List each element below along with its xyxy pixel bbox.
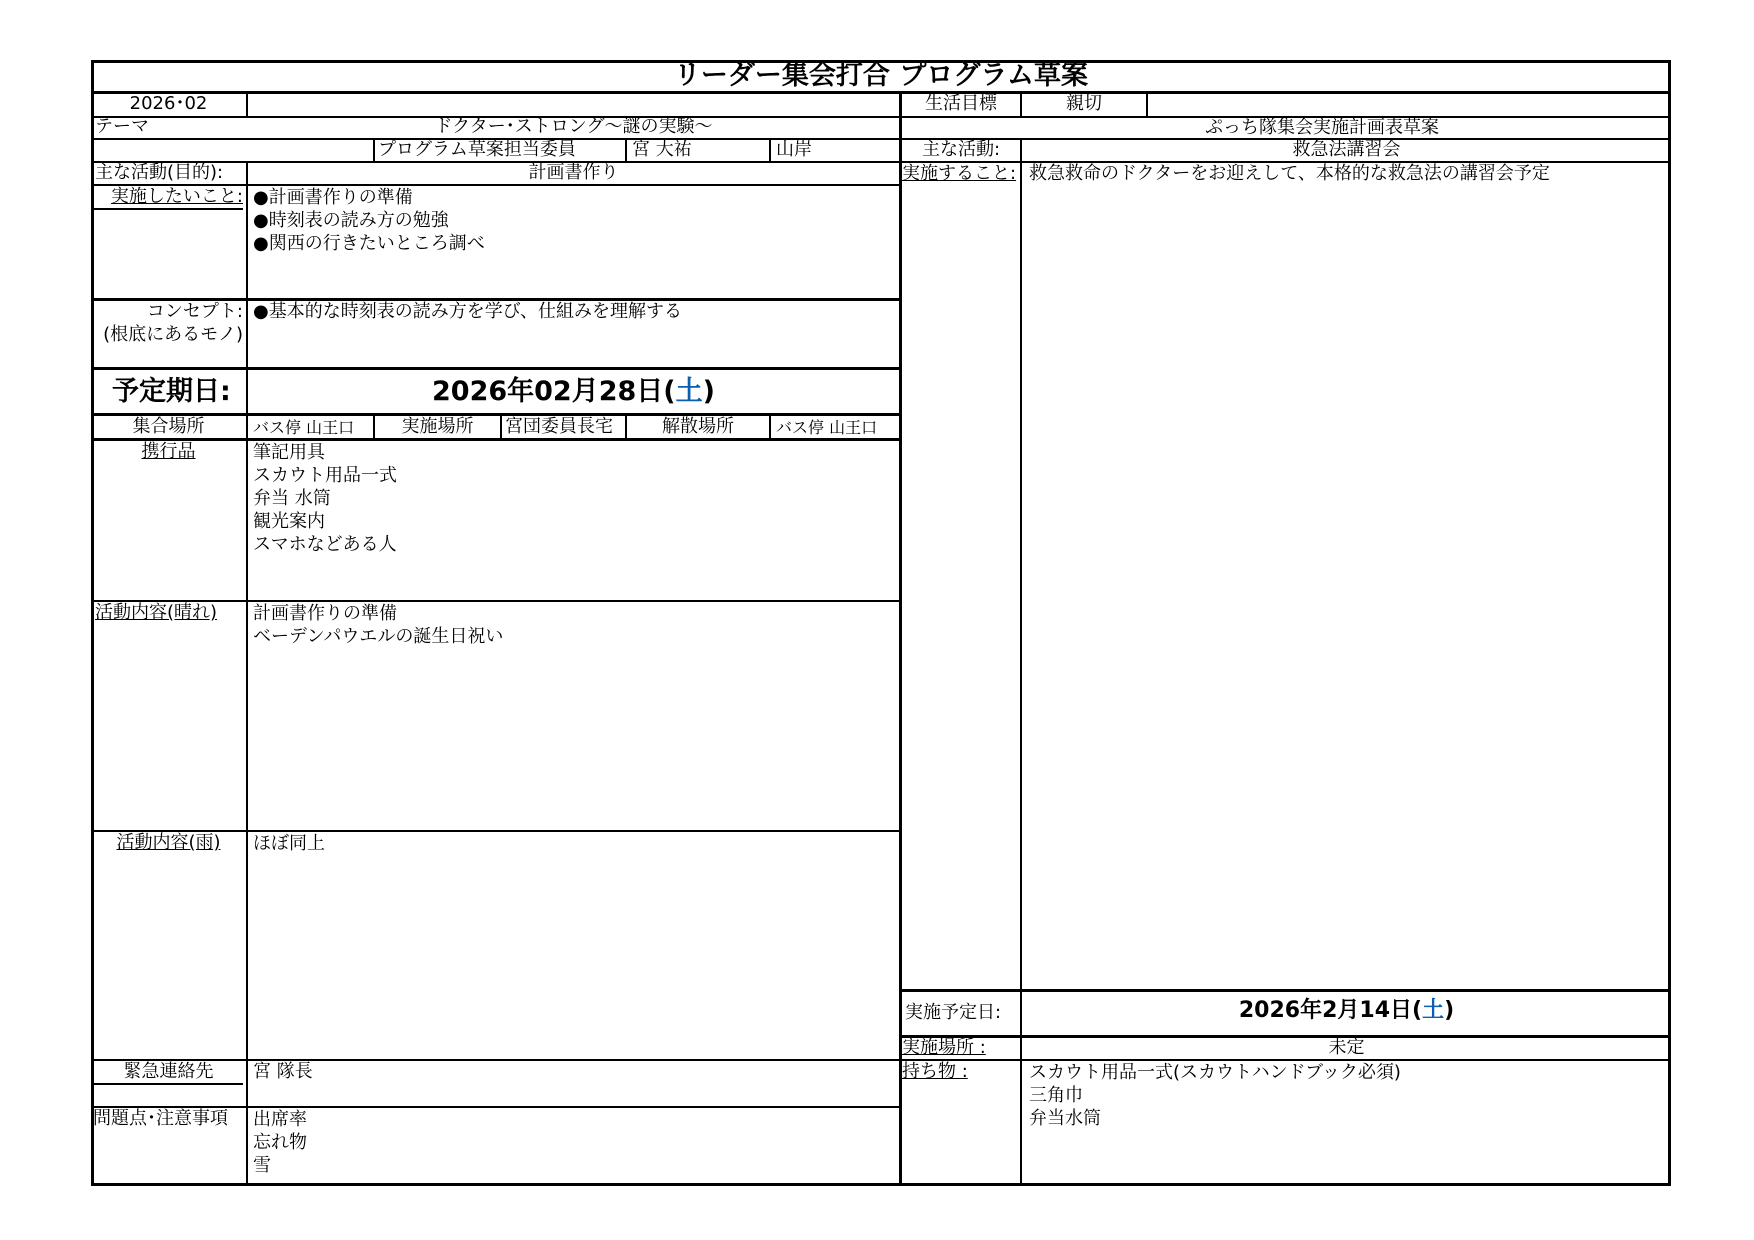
- committee-person-1: 宮 大祐: [632, 139, 692, 160]
- items-label: 携行品: [141, 441, 196, 462]
- items-list: [253, 441, 397, 556]
- activity-rain-label: 活動内容(雨): [116, 832, 221, 853]
- scheduled-date-label: 予定期日:: [112, 376, 231, 407]
- venue-label: 実施場所: [401, 416, 474, 437]
- list-item: 忘れ物: [253, 1132, 307, 1153]
- divider: [91, 367, 901, 370]
- dismiss-label: 解散場所: [662, 416, 734, 437]
- life-goal-label: 生活目標: [925, 93, 997, 114]
- divider: [246, 91, 248, 116]
- list-item: ●時刻表の読み方の勉強: [253, 210, 449, 231]
- date-close: ): [1444, 998, 1455, 1023]
- gather-value: バス停 山王口: [253, 418, 355, 437]
- divider: [899, 91, 902, 1186]
- activity-rain-list: [253, 832, 325, 855]
- main-activity-label: 主な活動(目的):: [95, 162, 224, 183]
- divider: [769, 138, 771, 161]
- divider: [1146, 91, 1148, 116]
- life-goal-value: 親切: [1066, 93, 1102, 114]
- want-to-do-label: 実施したいこと:: [110, 186, 243, 207]
- weekday: 土: [1422, 998, 1445, 1023]
- date-text: 2026年2月14日(: [1238, 998, 1423, 1023]
- right-venue-value: 未定: [1328, 1037, 1365, 1058]
- list-item: ベーデンパウエルの誕生日祝い: [253, 626, 504, 647]
- right-main-activity-label: 主な活動:: [921, 139, 1001, 160]
- right-scheduled-date-label: 実施予定日:: [905, 1002, 1002, 1023]
- dismiss-value: バス停 山王口: [776, 418, 878, 437]
- list-item: ほぼ同上: [253, 833, 325, 854]
- list-item: 筆記用具: [253, 442, 325, 463]
- theme-value: ドクター･ストロング～謎の実験～: [434, 116, 713, 137]
- concept-label: コンセプト:: [146, 301, 243, 322]
- right-subtitle: ぷっち隊集会実施計画表草案: [1205, 117, 1439, 138]
- venue-value: 宮団委員長宅: [505, 416, 613, 437]
- list-item: 弁当 水筒: [253, 488, 331, 509]
- divider: [899, 989, 1671, 992]
- activity-sunny-list: [253, 602, 503, 648]
- to-do-label: 実施すること:: [902, 163, 1017, 184]
- issues-list: [253, 1108, 307, 1177]
- divider: [1020, 138, 1022, 1186]
- right-main-activity-value: 救急法講習会: [1292, 139, 1401, 160]
- committee-label: プログラム草案担当委員: [378, 139, 576, 160]
- list-item: スカウト用品一式: [253, 465, 397, 486]
- list-item: ●関西の行きたいところ調べ: [253, 233, 485, 254]
- concept-sublabel: (根底にあるモノ): [103, 324, 243, 345]
- page-title: リーダー集会打合 プログラム草案: [673, 60, 1089, 91]
- right-scheduled-date-value: [1022, 997, 1671, 1025]
- list-item: ●計画書作りの準備: [253, 187, 413, 208]
- emergency-value: 宮 隊長: [253, 1061, 313, 1082]
- list-item: 計画書作りの準備: [253, 603, 397, 624]
- to-do-value: 救急救命のドクターをお迎えして、本格的な救急法の講習会予定: [1029, 163, 1550, 184]
- divider: [91, 208, 243, 210]
- weekday: 土: [675, 376, 703, 407]
- list-item: 観光案内: [253, 511, 325, 532]
- divider: [373, 138, 375, 161]
- main-activity-value: 計画書作り: [528, 162, 619, 183]
- belongings-label: 持ち物 :: [902, 1061, 968, 1082]
- list-item: 雪: [253, 1155, 271, 1176]
- divider: [625, 138, 627, 161]
- date-close: ): [702, 376, 715, 407]
- gather-label: 集合場所: [132, 416, 205, 437]
- right-venue-label: 実施場所 :: [902, 1037, 986, 1058]
- emergency-label: 緊急連絡先: [123, 1061, 214, 1082]
- list-item: 出席率: [253, 1109, 307, 1130]
- divider: [91, 1083, 243, 1085]
- belongings-list: [1029, 1061, 1401, 1130]
- divider: [246, 161, 248, 1186]
- list-item: 弁当水筒: [1029, 1108, 1101, 1129]
- list-item: 三角巾: [1029, 1085, 1083, 1106]
- list-item: スマホなどある人: [253, 534, 397, 555]
- committee-person-2: 山岸: [776, 139, 812, 160]
- issues-label: 問題点･注意事項: [93, 1108, 228, 1129]
- date-code: 2026･02: [129, 93, 208, 114]
- want-to-do-list: [253, 186, 485, 255]
- divider: [500, 413, 502, 441]
- concept-value: ●基本的な時刻表の読み方を学び、仕組みを理解する: [253, 301, 682, 322]
- date-text: 2026年02月28日(: [432, 376, 676, 407]
- divider: [769, 413, 771, 441]
- scheduled-date-value: [248, 375, 899, 409]
- list-item: スカウト用品一式(スカウトハンドブック必須): [1029, 1062, 1401, 1083]
- theme-label: テーマ: [95, 116, 149, 137]
- activity-sunny-label: 活動内容(晴れ): [95, 602, 218, 623]
